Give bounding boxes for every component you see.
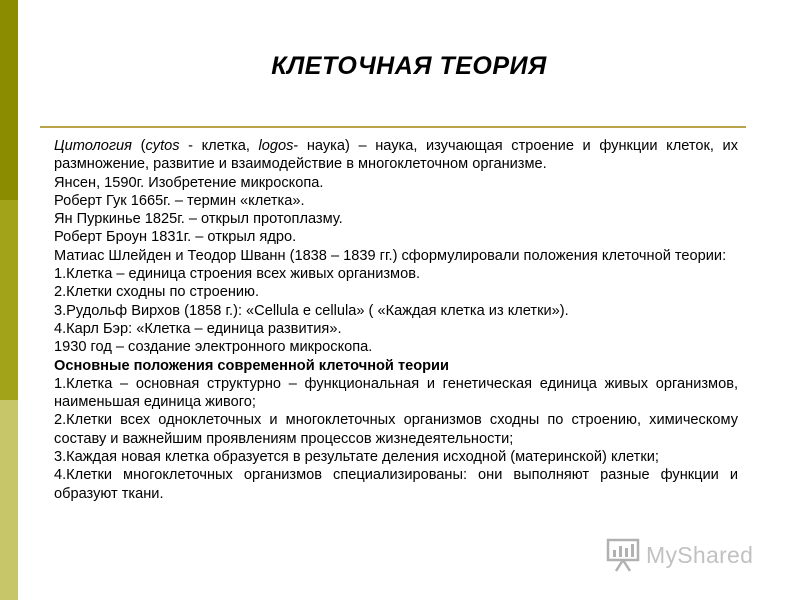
history-line: 1930 год – создание электронного микроскопа.	[54, 339, 373, 356]
history-line: Янсен, 1590г. Изобретение микроскопа.	[54, 174, 324, 191]
history-line: 3.Рудольф Вирхов (1858 г.): «Cellula e cellula» ( «Каждая клетка из клетки»).	[54, 302, 569, 319]
intro-paragraph	[54, 137, 738, 174]
history-line: Роберт Гук 1665г. – термин «клетка».	[54, 192, 305, 209]
watermark-logo	[606, 535, 753, 575]
watermark-text: MyShared	[646, 541, 754, 568]
slide-body	[54, 137, 738, 503]
side-bar-top	[0, 0, 18, 200]
title-divider	[40, 126, 746, 128]
history-line: Роберт Броун 1831г. – открыл ядро.	[54, 229, 297, 246]
history-line: Матиас Шлейден и Теодор Шванн (1838 – 1839 гг.) сформулировали положения клеточной теории:	[54, 247, 727, 264]
side-bar-middle	[0, 200, 18, 400]
intro-word-logos: logos	[258, 138, 294, 154]
intro-paren: (	[131, 138, 146, 154]
intro-mid: - клетка,	[179, 138, 259, 154]
history-line: 1.Клетка – единица строения всех живых организмов.	[54, 266, 421, 283]
modern-heading: Основные положения современной клеточной теории	[54, 357, 449, 374]
intro-word-cytos: cytos	[145, 138, 180, 154]
slide-title: КЛЕТОЧНАЯ ТЕОРИЯ	[271, 52, 547, 80]
history-line: 2.Клетки сходны по строению.	[54, 284, 260, 301]
history-line: 4.Карл Бэр: «Клетка – единица развития».	[54, 320, 342, 337]
history-line: Ян Пуркинье 1825г. – открыл протоплазму.	[54, 211, 343, 228]
side-bar-bottom	[0, 400, 18, 600]
intro-term: Цитология	[54, 138, 132, 154]
modern-item: 4.Клетки многоклеточных организмов специализированы: они выполняют разные функции и образуют ткани.	[54, 467, 738, 502]
modern-item: 1.Клетка – основная структурно – функциональная и генетическая единица живых организмов, наименьшая единица живого;	[54, 375, 738, 411]
modern-item: 2.Клетки всех одноклеточных и многоклеточных организмов сходны по строению, химическому составу и важнейшим проявлениям процессов жизнедеятельности;	[54, 412, 738, 447]
modern-item: 3.Каждая новая клетка образуется в результате деления исходной (материнской) клетки;	[54, 449, 659, 466]
intro-rest: - наука) – наука, изучающая строение и функции клеток, их размножение, развитие и взаимодействие в многоклеточном организме.	[54, 138, 739, 173]
presentation-board-icon	[606, 537, 640, 573]
